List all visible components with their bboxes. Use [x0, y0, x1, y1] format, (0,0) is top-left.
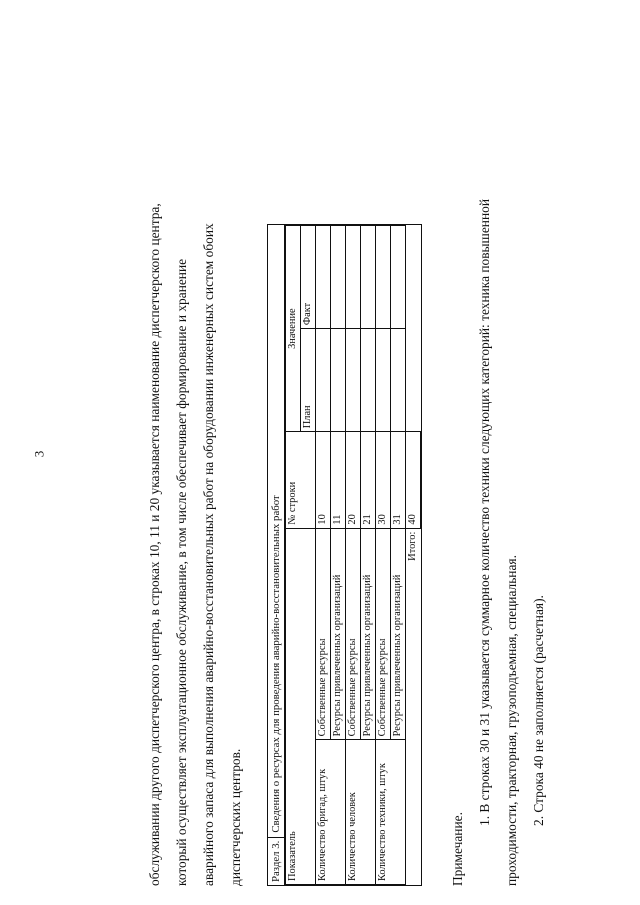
resource-cell: Ресурсы привлеченных организаций [361, 528, 376, 740]
rotated-page-content [141, 76, 546, 886]
section-label: Раздел 3. [268, 836, 284, 884]
section-header [268, 225, 285, 885]
group-name: Количество человек [346, 739, 376, 884]
fact-cell [391, 225, 406, 328]
group-name: Количество бригад, штук [316, 739, 346, 884]
header-plan: План [301, 328, 316, 431]
total-row-number: 40 [406, 431, 421, 527]
resource-cell: Ресурсы привлеченных организаций [391, 528, 406, 740]
plan-cell [331, 328, 346, 431]
plan-cell [316, 328, 331, 431]
fact-cell [361, 225, 376, 328]
plan-cell [376, 328, 391, 431]
fact-cell [346, 225, 361, 328]
row-number-cell: 30 [376, 431, 391, 527]
note-item-1-line-2: проходимости, тракторная, грузоподъемная, специальная. [504, 554, 519, 886]
row-number-cell: 31 [391, 431, 406, 527]
intro-line: который осуществляет эксплуатационное обслуживание, в том числе обеспечивает формирование и хранение [174, 258, 189, 886]
header-value: Значение [286, 225, 301, 431]
row-number-cell: 10 [316, 431, 331, 527]
fact-cell [331, 225, 346, 328]
header-indicator: Показатель [286, 528, 316, 884]
section-3-table [267, 224, 422, 886]
total-empty-cell [406, 328, 421, 431]
note-item-2: 2. Строка 40 не заполняется (расчетная). [531, 594, 546, 826]
header-fact: Факт [301, 225, 316, 328]
group-name: Количество техники, штук [376, 739, 406, 884]
table-row [316, 225, 331, 884]
intro-paragraph [141, 76, 249, 886]
notes-heading: Примечание. [450, 811, 465, 886]
note-item-1-line-1: 1. В строках 30 и 31 указывается суммарное количество техники следующих категорий: техника повышенной [477, 198, 492, 826]
page-number: 3 [31, 450, 47, 458]
plan-cell [361, 328, 376, 431]
row-number-cell: 21 [361, 431, 376, 527]
header-row-no: № строки [286, 431, 316, 527]
row-number-cell: 11 [331, 431, 346, 527]
row-number-cell: 20 [346, 431, 361, 527]
resource-cell: Собственные ресурсы [316, 528, 331, 740]
notes [444, 76, 552, 886]
resource-cell: Собственные ресурсы [346, 528, 361, 740]
header-row [286, 225, 301, 884]
plan-cell [346, 328, 361, 431]
total-label: Итого: [406, 528, 421, 884]
resource-cell: Ресурсы привлеченных организаций [331, 528, 346, 740]
total-empty-cell [406, 225, 421, 328]
resource-cell: Собственные ресурсы [376, 528, 391, 740]
intro-line: диспетчерских центров. [228, 748, 243, 886]
resources-table [285, 225, 421, 885]
fact-cell [376, 225, 391, 328]
section-title: Сведения о ресурсах для проведения аварийно-восстановительных работ [270, 494, 282, 833]
total-row [406, 225, 421, 884]
intro-line: обслуживании другого диспетчерского центра, в строках 10, 11 и 20 указывается наименование диспетчерского центра, [147, 202, 162, 886]
intro-line: аварийного запаса для выполнения аварийно-восстановительных работ на оборудовании инженерных систем обоих [201, 222, 216, 886]
table-row [346, 225, 361, 884]
plan-cell [391, 328, 406, 431]
fact-cell [316, 225, 331, 328]
table-row [376, 225, 391, 884]
